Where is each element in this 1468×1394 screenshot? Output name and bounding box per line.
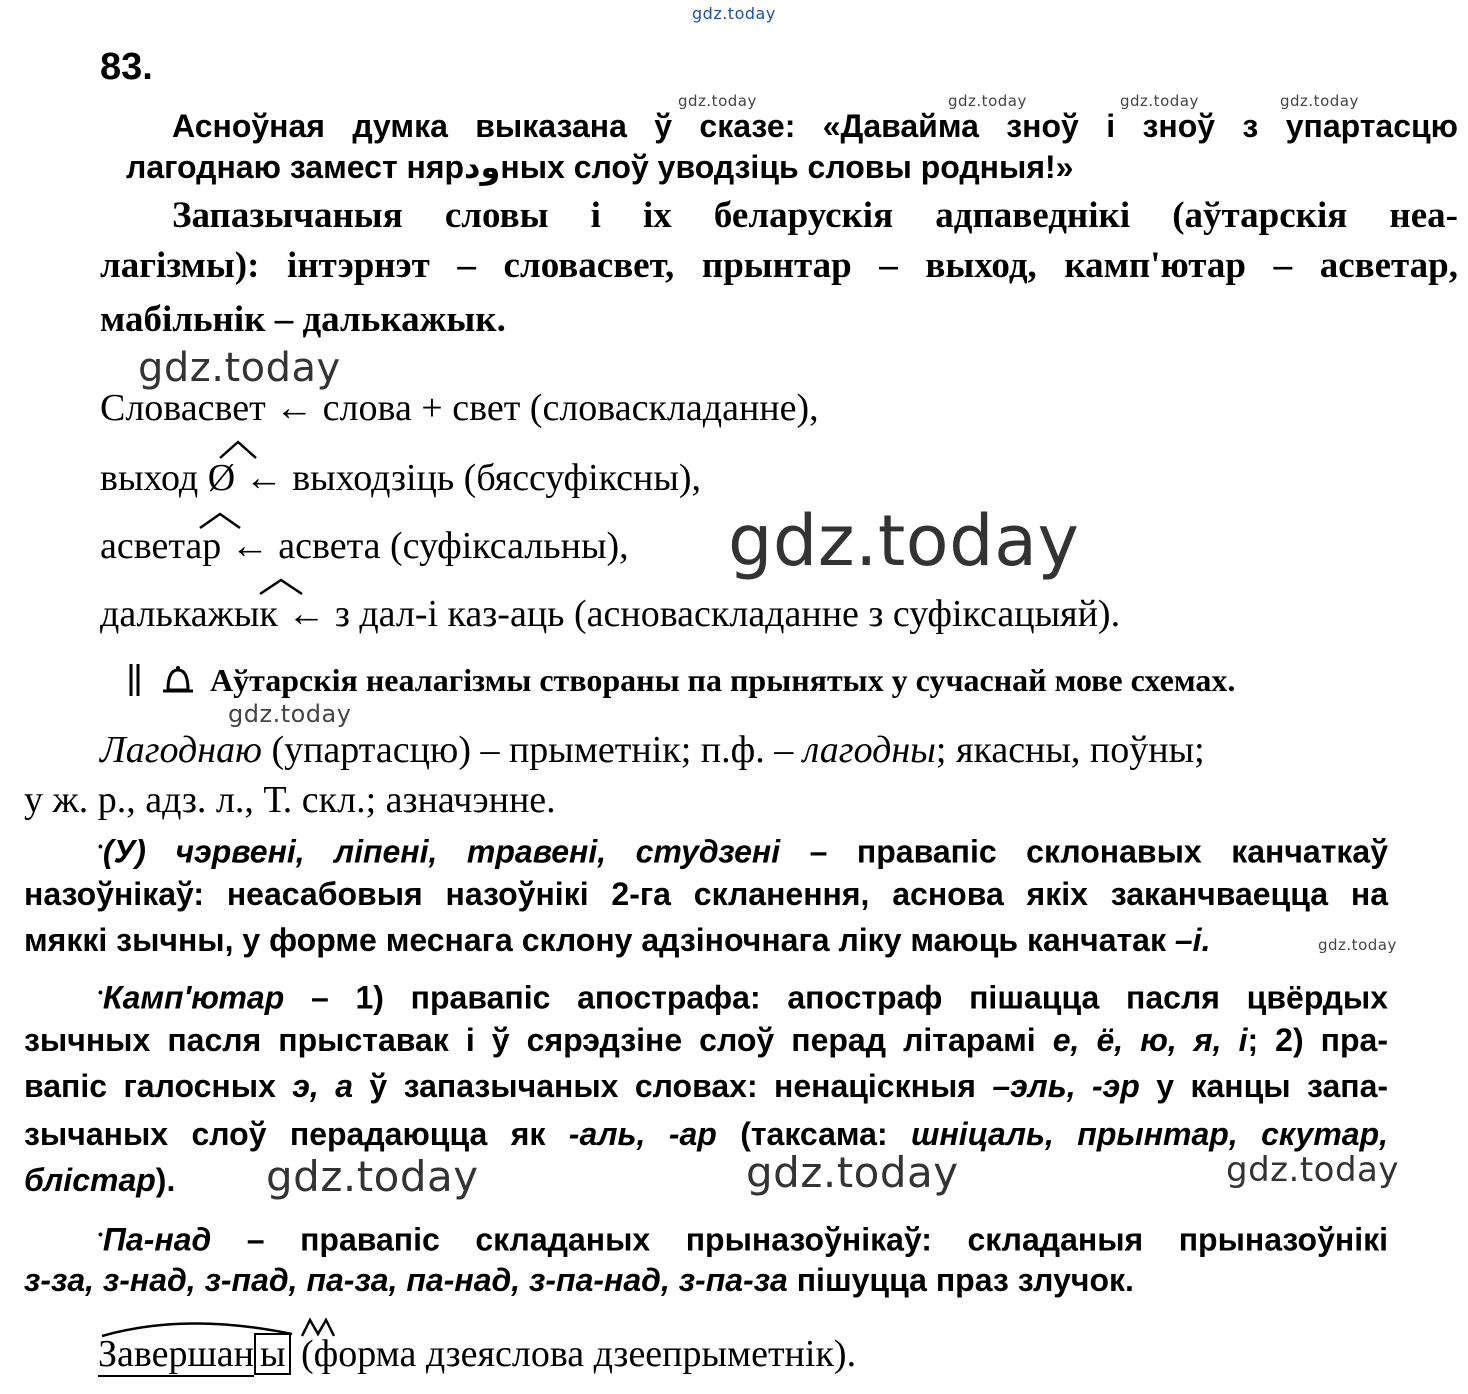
rule-text: – 1) правапіс апострафа: апостраф пішацца пасля цвёрдых: [284, 979, 1388, 1016]
exercise-number: 83.: [100, 46, 153, 88]
watermark: gdz.today: [1120, 92, 1199, 110]
rule-text: – правапіс складаных прыназоўнікаў: складаныя прыназоўнікі: [211, 1221, 1388, 1258]
rule-line: [24, 1066, 1388, 1106]
watermark: gdz.today: [948, 92, 1027, 110]
borrowed-words-line: мабільнік – далькажык.: [100, 299, 506, 340]
ending-box: ы: [254, 1333, 292, 1375]
rule-text: мяккі зычны, у форме меснага склону адзіночнага ліку маюць канчатак: [24, 922, 1175, 958]
rule-letters: е, ё, ю, я, і: [1052, 1022, 1248, 1058]
rule-line: [24, 1162, 175, 1199]
note-text: Аўтарскія неалагізмы створаны па прынятых у сучаснай мове схемах.: [210, 662, 1236, 698]
watermark: gdz.today: [1226, 1150, 1399, 1190]
watermark: gdz.today: [678, 92, 757, 110]
suffix-mark-icon: [216, 436, 260, 462]
derivation-line: Словасвет ← слова + свет (словаскладанне),: [100, 387, 819, 429]
parsed-word: Лагоднаю: [100, 729, 262, 771]
rule-words: (У) чэрвені, ліпені, травені, студзені: [102, 833, 781, 870]
rule-line: [24, 1262, 1134, 1299]
rule-text: вапіс галосных: [24, 1068, 293, 1104]
rule-text: пішуцца праз злучок.: [787, 1262, 1134, 1298]
rule-text: ).: [155, 1162, 176, 1198]
rule-text: у канцы запа-: [1139, 1068, 1389, 1104]
watermark: gdz.today: [1280, 92, 1359, 110]
rule-line: назоўнікаў: неасабовыя назоўнікі 2-га скланення, аснова якіх заканчваецца на: [24, 876, 1388, 912]
rule-line: [24, 922, 1210, 959]
rule-line: •Камп'ютар – 1) правапіс апострафа: апостраф пішацца пасля цвёрдых: [98, 979, 1388, 1016]
main-idea-line: лагоднаю замест нярودных слоў уводзіць словы родныя!»: [126, 149, 1074, 185]
rule-line: [24, 1114, 1388, 1154]
watermark: gdz.today: [228, 700, 352, 728]
watermark: gdz.today: [266, 1152, 479, 1201]
derivation-line: далькажык ← з дал-і каз-аць (асноваскладанне з суфіксацыяй).: [100, 593, 1121, 635]
rule-examples: з-за, з-над, з-пад, па-за, па-над, з-па-над, з-па-за: [24, 1262, 788, 1298]
rule-line: •(У) чэрвені, ліпені, травені, студзені – правапіс склонавых канчаткаў: [98, 833, 1389, 870]
suffix-mark-icon: [196, 508, 244, 532]
rule-line: [24, 1020, 1388, 1060]
watermark: gdz.today: [138, 345, 341, 391]
main-idea-line: Асноўная думка выказана ў сказе: «Давайма зноў і зноў з упартасцю: [172, 108, 1458, 144]
rule-text: ў запазычаных словах: ненаціскныя: [353, 1068, 993, 1104]
rule-text: зычных пасля прыставак і ў сярэдзіне слоў перад літарамі: [24, 1022, 1053, 1058]
suffix-mark-icon: [256, 574, 306, 598]
rule-text: ; 2) пра-: [1247, 1022, 1388, 1058]
rule-line: •Па-над – правапіс складаных прыназоўнікаў: складаныя прыназоўнікі: [98, 1221, 1388, 1258]
final-text: (форма дзеяслова дзеепрыметнік).: [291, 1333, 857, 1375]
rule-suffix: -аль, -ар: [568, 1116, 717, 1152]
rule-examples: блістар: [24, 1162, 156, 1198]
rule-words: Па-над: [102, 1221, 212, 1258]
borrowed-words-line: лагізмы): інтэрнэт – словасвет, прынтар – выход, камп'ютар – асветар,: [100, 245, 1458, 286]
rule-words: Камп'ютар: [102, 979, 285, 1016]
borrowed-words-line: Запазычаныя словы і іх беларускія адпаведнікі (аўтарскія неа-: [172, 195, 1458, 236]
rule-text: зычаных слоў перадаюцца як: [24, 1116, 569, 1152]
final-line: [98, 1332, 856, 1376]
derivation-line: выход Ø ← выходзіць (бяссуфіксны),: [100, 457, 702, 499]
watermark: gdz.today: [1318, 936, 1397, 954]
rule-text: (таксама:: [716, 1116, 912, 1152]
watermark: gdz.today: [692, 4, 776, 23]
initial-form: лагодны: [802, 729, 936, 771]
parsing-text: (упартасцю) – прыметнік; п.ф. –: [261, 729, 803, 771]
parsing-text: ; якасны, поўны;: [935, 729, 1205, 771]
parsing-line: [100, 728, 1205, 772]
watermark: gdz.today: [746, 1148, 959, 1197]
watermark: gdz.today: [728, 500, 1080, 582]
rule-suffix: –эль, -эр: [992, 1068, 1140, 1104]
derivation-line: асветар ← асвета (суфіксальны),: [100, 525, 629, 567]
parsing-line: у ж. р., адз. л., Т. скл.; азначэнне.: [24, 779, 556, 821]
rule-examples: шніцаль, прынтар, скутар,: [911, 1116, 1389, 1152]
bell-icon: [160, 664, 196, 698]
rule-letters: э, а: [292, 1068, 354, 1104]
rule-text: – правапіс склонавых канчаткаў: [780, 833, 1389, 870]
rule-ending: –і.: [1174, 922, 1211, 958]
final-word: Завершан: [98, 1333, 254, 1375]
double-bar-icon: [126, 662, 144, 698]
